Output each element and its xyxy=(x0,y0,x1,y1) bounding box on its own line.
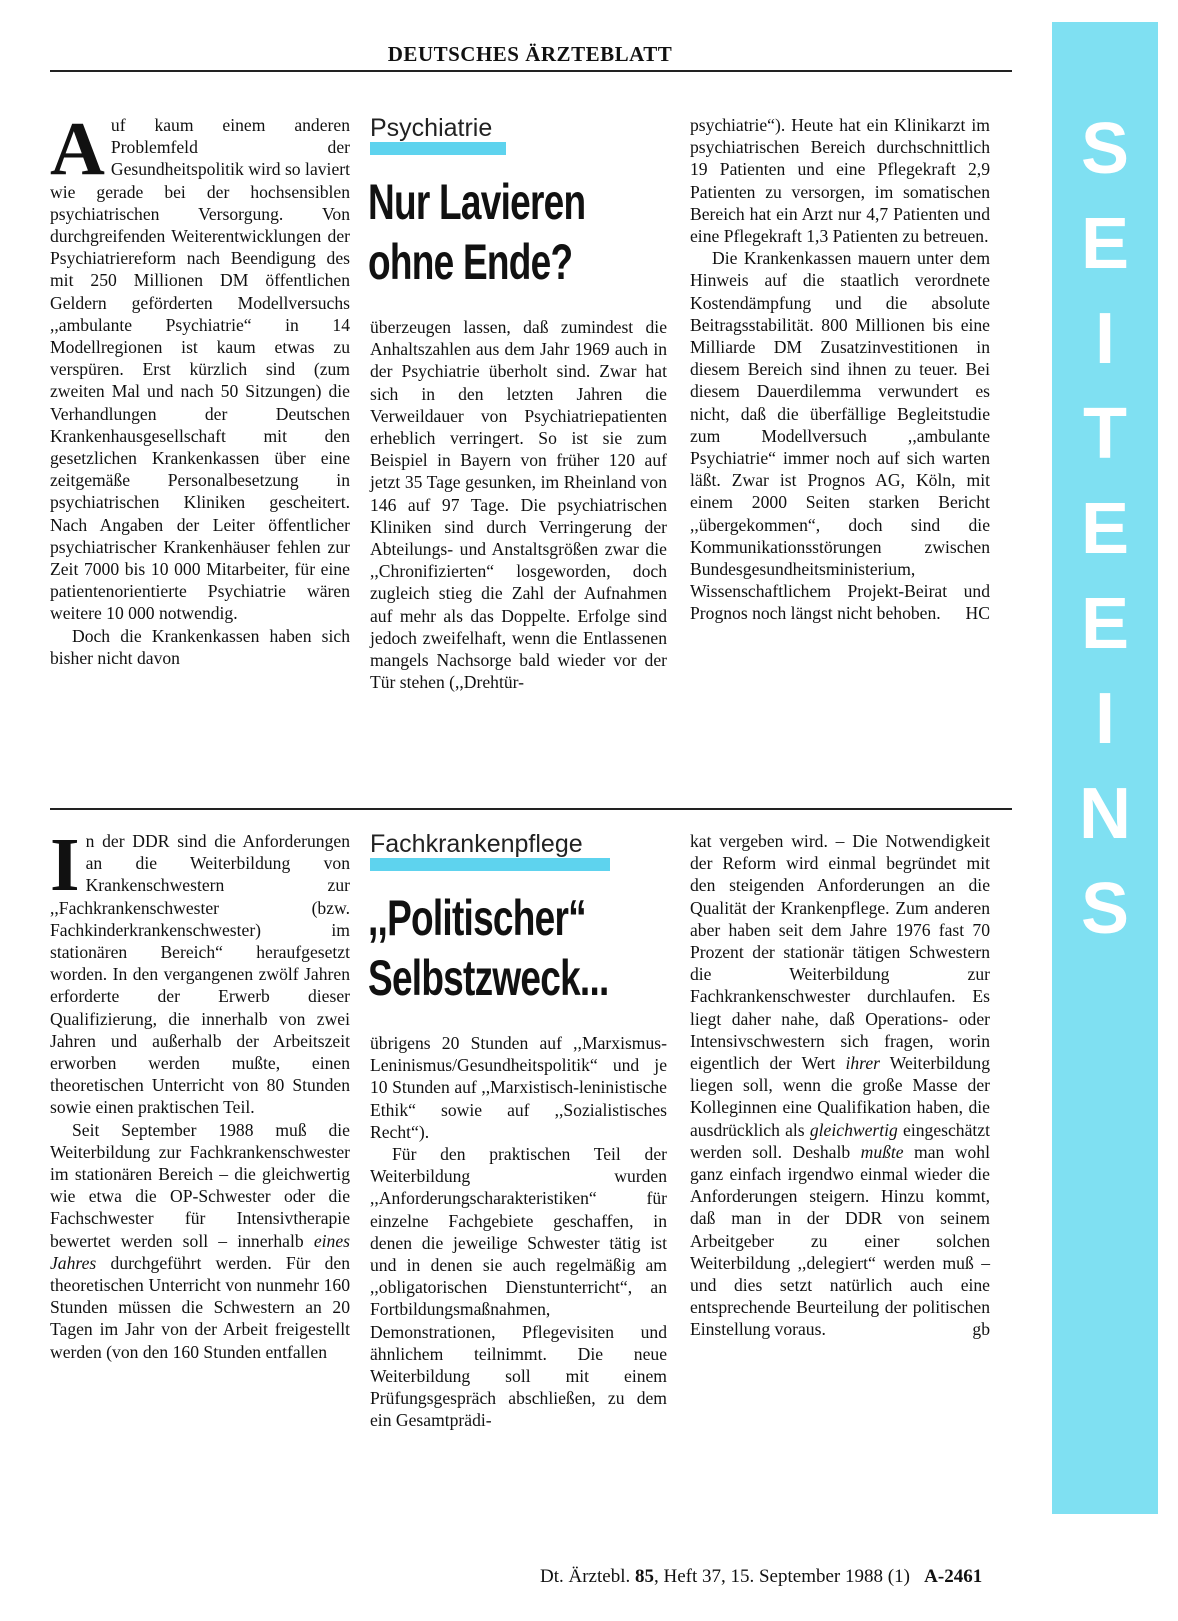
text-span: Seit September 1988 muß die Weiterbildung zur Fachkrankenschwester im stationären Bereich – die gleichwertig wie etwa die OP-Schwester oder die Fachschwester für Intensivtherapie bewertet werden soll – innerhalb xyxy=(50,1119,350,1251)
article2-col1-text: n der DDR sind die Anforderungen an die Weiterbildung von Krankenschwestern zur ,,Fachkrankenschwester (bzw. Fachkinderkrankenschwester) im stationären Bereich“ heraufgesetzt worden. In den vergangenen zwölf Jahren erforderte der Erwerb dieser Qualifizierung, die innerhalb von zwei Jahren und außerhalb der Arbeitszeit erworben werden mußte, einen theoretischen Unterricht von 80 Stunden sowie einen praktischen Teil. xyxy=(50,831,350,1118)
article1-rubric: Psychiatrie xyxy=(370,114,493,142)
sidebar-letter: S xyxy=(1080,109,1130,189)
article2-col2-p2: Für den praktischen Teil der Weiterbildung wurden ,,Anforderungscharakteristiken“ für einzelne Fachgebiete geschaffen, in denen die jeweilige Schwester tätig ist und in denen sie auch regelmäßig am ,,obligatorischen Dienstunterricht“, an Fortbildungsmaßnahmen, Demonstrationen, Pflegevisiten und ähnlichem teilnimmt. Die neue Weiterbildung soll mit einem Prüfungsgespräch abschließen, zu dem ein Gesamtprädi- xyxy=(370,1144,667,1431)
sidebar-letter: N xyxy=(1079,774,1131,854)
article1-col1 xyxy=(50,107,350,669)
page-footer xyxy=(540,1566,982,1588)
headline-line: Nur Lavieren xyxy=(368,174,586,230)
article1-signature: HC xyxy=(965,603,990,624)
article2-rubric-bar xyxy=(370,858,610,871)
headline-line: ohne Ende? xyxy=(368,234,573,290)
sidebar-letter: I xyxy=(1094,679,1115,759)
masthead: DEUTSCHES ÄRZTEBLATT xyxy=(387,42,673,66)
sidebar-letter: E xyxy=(1080,489,1130,569)
article1-col2-text: überzeugen lassen, daß zumindest die Anhaltszahlen aus dem Jahr 1969 auch in der Psychiatrie überholt sind. Zwar hat sich in den letzten Jahren die Verweildauer von Psychiatriepatienten erheblich verringert. So ist sie zum Beispiel in Bayern von früher 120 auf jetzt 35 Tage gesunken, im Rheinland von 146 auf 97 Tage. Die psychiatrischen Kliniken sind durch Verringerung der Abteilungs- und Anstaltsgrößen zwar die ,,Chronifizierten“ losgeworden, doch zugleich stieg die Zahl der Aufnahmen auf mehr als das Doppelte. Erfolge sind jedoch zweifelhaft, wenn die Entlassenen mangels Nachsorge bald wieder vor der Tür stehen (,,Drehtür- xyxy=(370,317,667,693)
article2-col2-text: übrigens 20 Stunden auf ,,Marxismus-Leninismus/Gesundheitspolitik“ und je 10 Stunden auf ,,Marxistisch-leninistische Ethik“ sowie auf ,,Sozialistisches Recht“). xyxy=(370,1033,667,1142)
article2-headline xyxy=(368,888,609,1008)
text-span: durchgeführt werden. Für den theoretischen Unterricht von nunmehr 160 Stunden müssen die Schwestern an 20 Tagen im Jahr von der Arbeit freigestellt werden (von den 160 Stunden entfallen xyxy=(50,1252,350,1362)
article2-col1 xyxy=(50,823,350,1363)
article2-dropcap: I xyxy=(50,823,80,907)
sidebar-letter: S xyxy=(1080,869,1130,949)
headline-line: Selbstzweck... xyxy=(368,950,609,1006)
emphasis-text: gleichwertig xyxy=(809,1119,898,1140)
article-divider xyxy=(50,808,1012,810)
article2-col2 xyxy=(370,1032,667,1432)
article1-col3-p2: Die Krankenkassen mauern unter dem Hinweis auf die staatlich verordnete Kostendämpfung und die absolute Beitragsstabilität. 800 Millionen bis eine Milliarde DM Zusatzinvestitionen in diesem Bereich sind ihnen zu teuer. Bei diesem Dauerdilemma verwundert es nicht, daß die überfällige Begleitstudie zum Modellversuch ,,ambulante Psychiatrie“ immer noch auf sich warten läßt. Zwar ist Prognos AG, Köln, mit einem 2000 Seiten starken Bericht ,,übergekommen“, doch sind die Kommunikationsstörungen zwischen Bundesgesundheitsministerium, Wissenschaftlichem Projekt-Beirat und Prognos noch längst nicht behoben. xyxy=(690,248,990,624)
article2-rubric: Fachkrankenpflege xyxy=(370,830,583,858)
article1-headline xyxy=(368,172,585,292)
seite-eins-sidebar xyxy=(1052,22,1158,1514)
sidebar-letter: I xyxy=(1094,299,1115,379)
article2-col3 xyxy=(690,830,990,1341)
text-span: man wohl ganz einfach irgendwo einmal wieder die Anforderungen steigern. Hinzu kommt, daß man in der DDR von seinem Arbeitgeber zu einer solchen Weiterbildung ,,delegiert“ werden muß – und dies setzt natürlich auch eine entsprechende Beurteilung der politischen Einstellung voraus. xyxy=(690,1141,990,1340)
article1-dropcap: A xyxy=(50,107,105,191)
footer-issue-date: , Heft 37, 15. September 1988 (1) xyxy=(653,1566,910,1587)
sidebar-letter: E xyxy=(1080,204,1130,284)
sidebar-title xyxy=(1052,102,1158,957)
footer-journal: Dt. Ärztebl. xyxy=(540,1566,631,1587)
footer-page-number: A-2461 xyxy=(924,1566,983,1587)
article1-col1-p2: Doch die Krankenkassen haben sich bisher nicht davon xyxy=(50,625,350,668)
text-span: eingeschätzt werden soll. Deshalb xyxy=(690,1119,990,1162)
emphasis-text: eines Jahres xyxy=(50,1230,350,1273)
article1-col3-text: psychiatrie“). Heute hat ein Klinikarzt im psychiatrischen Bereich durchschnittlich 19 Patienten und eine Pflegekraft 2,9 Patienten zu versorgen, im somatischen Bereich hat ein Arzt nur 4,7 Patienten und eine Pflegekraft 1,3 Patienten zu betreuen. xyxy=(690,115,990,247)
text-span: Weiterbildung liegen soll, wenn die große Masse der Kolleginnen eine Qualifikation haben, die ausdrücklich als xyxy=(690,1053,990,1140)
article1-rubric-bar xyxy=(370,142,506,155)
article1-col1-text: uf kaum einem anderen Problemfeld der Gesundheitspolitik wird so laviert wie gerade bei der hochsensiblen psychiatrischen Versorgung. Von durchgreifenden Weiterentwicklungen der Psychiatriereform nach Beendigung des mit 250 Millionen DM öffentlichen Geldern geförderten Modellversuchs ,,ambulante Psychiatrie“ in 14 Modellregionen ist kaum etwas zu verspüren. Erst kürzlich sind (zum zweiten Mal und nach 50 Sitzungen) die Verhandlungen der Deutschen Krankenhausgesellschaft mit den gesetzlichen Krankenkassen über eine zeitgemäße Personalbesetzung in psychiatrischen Kliniken gescheitert. Nach Angaben der Leiter öffentlicher psychiatrischer Krankenhäuser fehlen zur Zeit 7000 bis 10 000 Mitarbeiter, für eine patientenorientierte Psychiatrie wären weitere 10 000 notwendig. xyxy=(50,115,350,624)
sidebar-letter: E xyxy=(1080,584,1130,664)
headline-line: ,,Politischer“ xyxy=(368,890,586,946)
text-span: kat vergeben wird. – Die Notwendigkeit der Reform wird einmal begründet mit den steigenden Anforderungen an die Qualität der Krankenpflege. Zum anderen aber haben seit dem Jahre 1976 fast 70 Prozent der stationär tätigen Schwestern die Weiterbildung zur Fachkrankenschwester durchlaufen. Es liegt daher nahe, daß Operations- oder Intensivschwestern sich fragen, worin eigentlich der Wert xyxy=(690,831,990,1074)
footer-volume: 85 xyxy=(634,1566,654,1587)
article1-col2 xyxy=(370,316,667,693)
masthead-rule xyxy=(50,70,1012,72)
emphasis-text: mußte xyxy=(860,1141,904,1162)
article1-col3 xyxy=(690,114,990,625)
article2-signature: gb xyxy=(972,1319,990,1340)
sidebar-letter: T xyxy=(1083,394,1127,474)
emphasis-text: ihrer xyxy=(845,1053,881,1074)
